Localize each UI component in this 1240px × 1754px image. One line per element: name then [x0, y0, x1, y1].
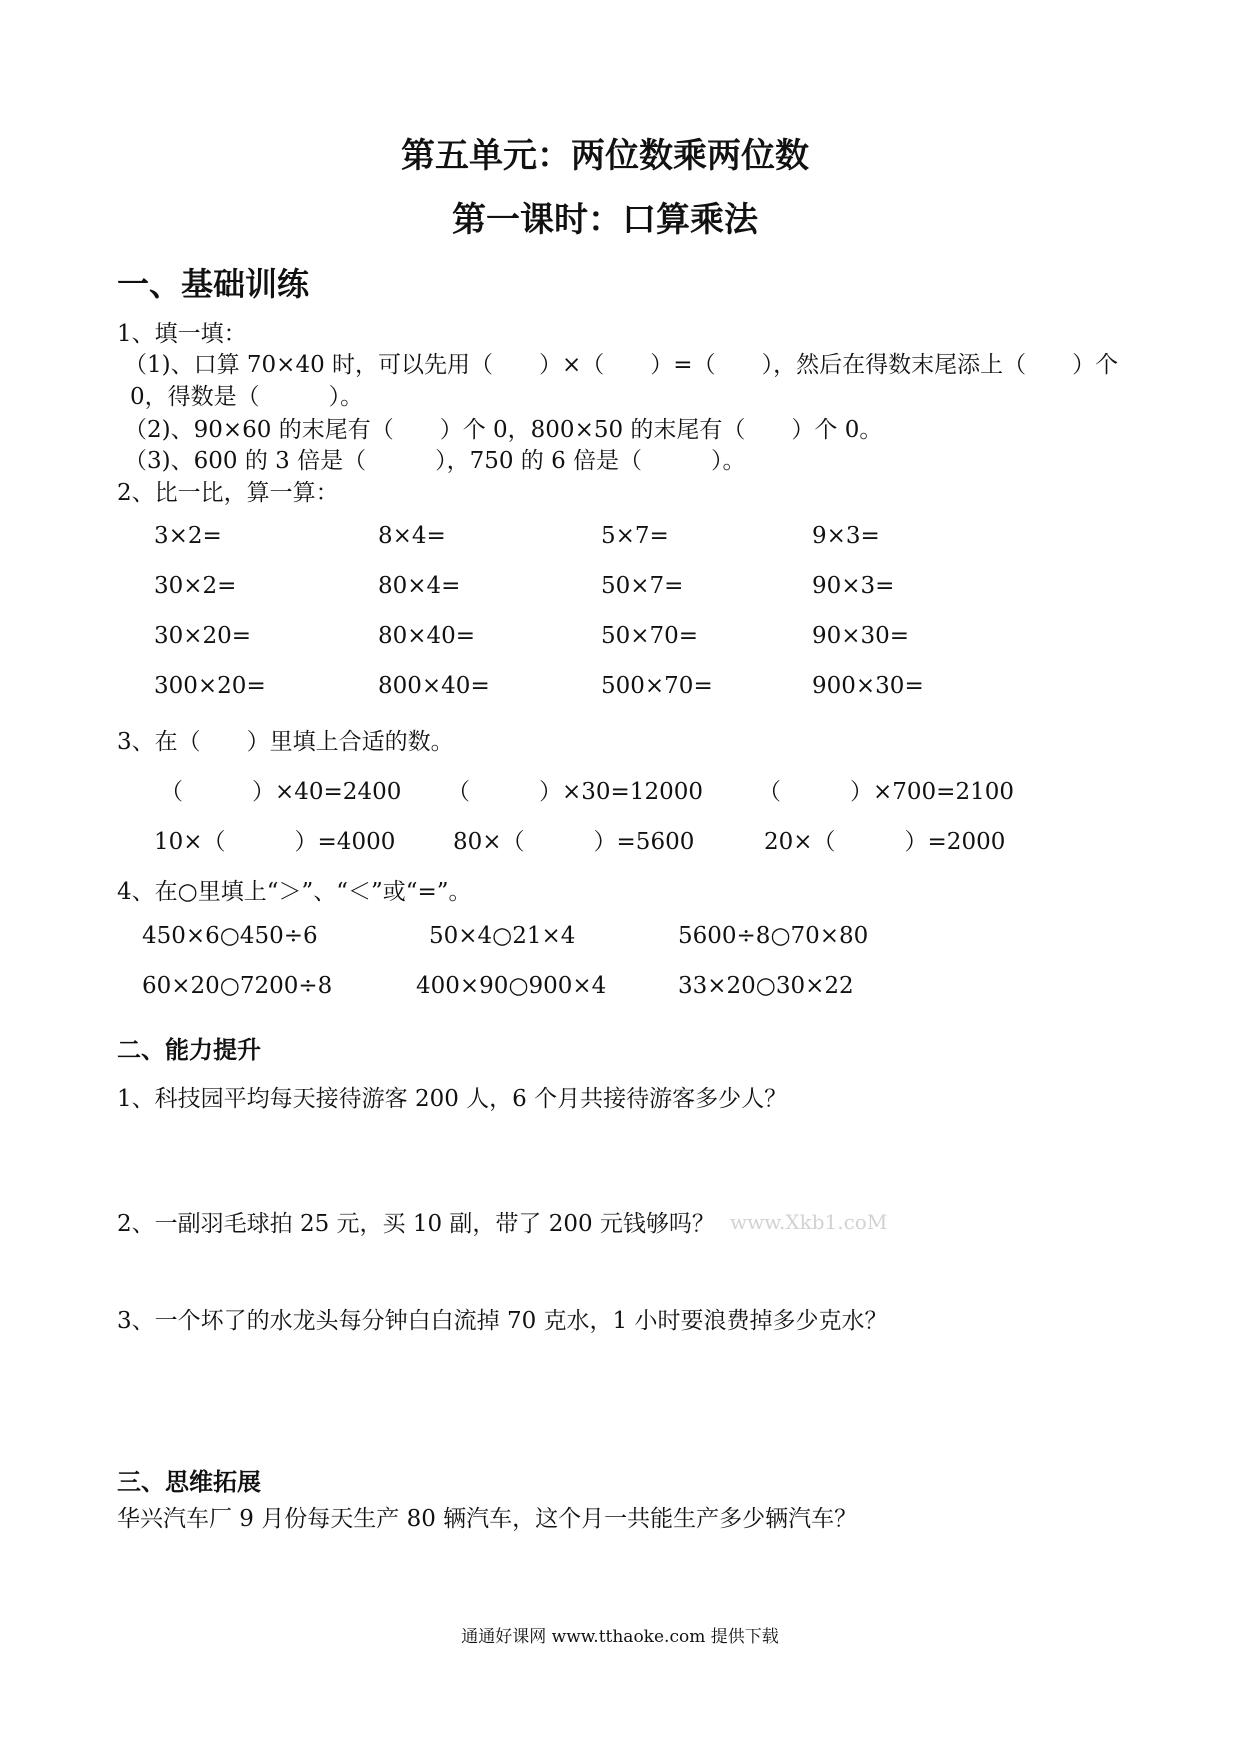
- q2-cell: 30×2=: [154, 573, 237, 599]
- q1-item1-line1: （1)、口算 70×40 时，可以先用（ ）×（ ）=（ ），然后在得数末尾添上（ ）个: [124, 352, 1119, 378]
- q3-cell: （ ）×30=12000: [447, 779, 703, 805]
- q1-item1-line2: 0，得数是（ ）。: [130, 384, 364, 410]
- q3-cell: （ ）×700=2100: [758, 779, 1014, 805]
- q3-cell: （ ）×40=2400: [160, 779, 402, 805]
- watermark: www.Xkb1.coM: [730, 1210, 888, 1234]
- q2-cell: 50×70=: [601, 623, 699, 649]
- q2-cell: 5×7=: [601, 523, 669, 549]
- q4-cell: 50×4○21×4: [429, 923, 576, 949]
- problem-1: 1、科技园平均每天接待游客 200 人，6 个月共接待游客多少人？: [117, 1086, 788, 1112]
- q2-label: 2、比一比，算一算：: [117, 480, 339, 506]
- q1-label: 1、填一填：: [117, 321, 247, 347]
- q4-cell: 400×90○900×4: [416, 973, 607, 999]
- problem-2: 2、一副羽毛球拍 25 元，买 10 副，带了 200 元钱够吗？: [117, 1211, 715, 1237]
- q2-cell: 800×40=: [378, 673, 490, 699]
- q2-cell: 300×20=: [154, 673, 266, 699]
- q3-cell: 10×（ ）=4000: [154, 829, 396, 855]
- problem-3: 3、一个坏了的水龙头每分钟白白流掉 70 克水，1 小时要浪费掉多少克水？: [117, 1308, 888, 1334]
- q2-cell: 50×7=: [601, 573, 684, 599]
- q4-cell: 450×6○450÷6: [142, 923, 318, 949]
- q4-cell: 60×20○7200÷8: [142, 973, 333, 999]
- q3-label: 3、在（ ）里填上合适的数。: [117, 729, 454, 755]
- q2-cell: 80×40=: [378, 623, 476, 649]
- q1-item3: （3)、600 的 3 倍是（ ），750 的 6 倍是（ ）。: [124, 448, 746, 474]
- q2-cell: 8×4=: [378, 523, 446, 549]
- q2-cell: 90×3=: [812, 573, 895, 599]
- q1-item2: （2)、90×60 的末尾有（ ）个 0，800×50 的末尾有（ ）个 0。: [124, 417, 883, 443]
- page-footer: 通通好课网 www.tthaoke.com 提供下载: [461, 1627, 779, 1647]
- q4-cell: 33×20○30×22: [678, 973, 854, 999]
- q2-cell: 80×4=: [378, 573, 461, 599]
- q4-cell: 5600÷8○70×80: [678, 923, 869, 949]
- q2-cell: 900×30=: [812, 673, 924, 699]
- section3-problem: 华兴汽车厂 9 月份每天生产 80 辆汽车，这个月一共能生产多少辆汽车？: [117, 1506, 858, 1532]
- q2-cell: 3×2=: [154, 523, 222, 549]
- q2-cell: 500×70=: [601, 673, 713, 699]
- q3-cell: 80×（ ）=5600: [453, 829, 695, 855]
- section3-heading: 三、思维拓展: [117, 1468, 261, 1496]
- q2-cell: 30×20=: [154, 623, 252, 649]
- q2-cell: 9×3=: [812, 523, 880, 549]
- q3-cell: 20×（ ）=2000: [764, 829, 1006, 855]
- section1-heading: 一、基础训练: [117, 265, 310, 303]
- section2-heading: 二、能力提升: [117, 1036, 261, 1064]
- page-subtitle: 第一课时：口算乘法: [452, 200, 758, 240]
- q4-label: 4、在○里填上“＞”、“＜”或“=”。: [117, 879, 472, 905]
- page-title: 第五单元：两位数乘两位数: [401, 136, 809, 176]
- q2-cell: 90×30=: [812, 623, 910, 649]
